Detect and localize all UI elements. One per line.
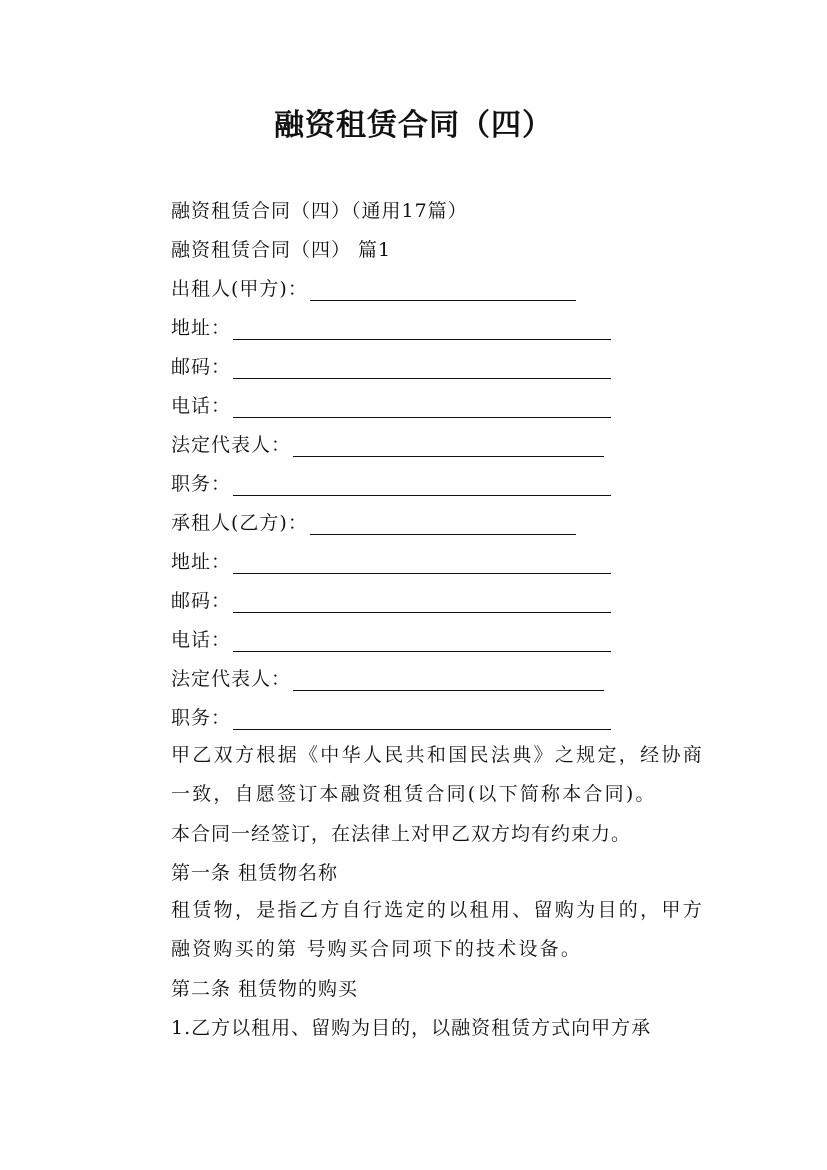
- article-2-heading: 第二条 租赁物的购买: [171, 978, 359, 1000]
- document-subtitle: 融资租赁合同（四）（通用17篇）: [171, 200, 468, 222]
- legal-rep-blank-line: [293, 438, 604, 457]
- binding-paragraph: 本合同一经签订，在法律上对甲乙双方均有约束力。: [171, 823, 632, 845]
- address-label: 地址：: [171, 551, 232, 573]
- phone-blank-line: [233, 633, 611, 652]
- lessee-label: 承租人(乙方)：: [171, 512, 308, 534]
- lessee-address-field: [171, 550, 611, 574]
- legal-rep-label: 法定代表人：: [171, 668, 292, 690]
- intro-paragraph-text: 甲乙双方根据《中华人民共和国民法典》之规定，经协商一致，自愿签订本融资租赁合同(以下简称本合同)。: [171, 744, 704, 805]
- lessee-field: [171, 511, 576, 535]
- lessee-blank-line: [310, 516, 576, 535]
- lessor-field: [171, 277, 576, 301]
- address-label: 地址：: [171, 317, 232, 339]
- article-1-text: 租赁物，是指乙方自行选定的以租用、留购为目的，甲方融资购买的第 号购买合同项下的技术设备。: [171, 899, 704, 960]
- address-blank-line: [233, 321, 611, 340]
- intro-paragraph: [126, 736, 704, 813]
- phone-blank-line: [233, 399, 611, 418]
- position-label: 职务：: [171, 707, 232, 729]
- chapter-heading: 融资租赁合同（四） 篇1: [171, 239, 392, 261]
- postcode-label: 邮码：: [171, 356, 232, 378]
- phone-label: 电话：: [171, 395, 232, 417]
- postcode-label: 邮码：: [171, 590, 232, 612]
- phone-label: 电话：: [171, 629, 232, 651]
- article-1-heading: 第一条 租赁物名称: [171, 862, 339, 884]
- legal-rep-label: 法定代表人：: [171, 434, 292, 456]
- address-blank-line: [233, 555, 611, 574]
- lessor-address-field: [171, 316, 611, 340]
- lessor-postcode-field: [171, 355, 611, 379]
- lessor-legal-rep-field: [171, 433, 604, 457]
- postcode-blank-line: [233, 360, 611, 379]
- lessor-position-field: [171, 472, 611, 496]
- lessor-label: 出租人(甲方)：: [171, 278, 308, 300]
- document-title: 融资租赁合同（四）: [274, 108, 553, 143]
- position-blank-line: [233, 477, 611, 496]
- article-2-item-1: 1.乙方以租用、留购为目的，以融资租赁方式向甲方承: [171, 1017, 652, 1039]
- lessee-phone-field: [171, 628, 611, 652]
- postcode-blank-line: [233, 594, 611, 613]
- lessor-phone-field: [171, 394, 611, 418]
- article-1-paragraph: [126, 891, 704, 968]
- lessee-legal-rep-field: [171, 667, 604, 691]
- position-blank-line: [233, 711, 611, 730]
- lessee-position-field: [171, 706, 611, 730]
- position-label: 职务：: [171, 473, 232, 495]
- lessor-blank-line: [310, 282, 576, 301]
- lessee-postcode-field: [171, 589, 611, 613]
- legal-rep-blank-line: [293, 672, 604, 691]
